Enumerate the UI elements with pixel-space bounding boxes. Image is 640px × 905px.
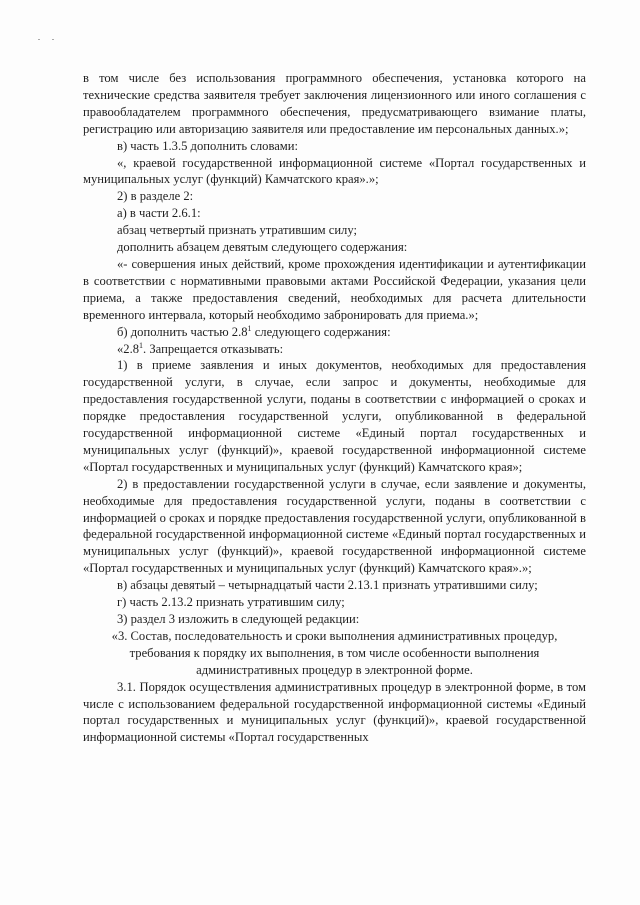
scan-speck: [52, 39, 54, 40]
paragraph: [83, 357, 586, 475]
paragraph-text: в) абзацы девятый – четырнадцатый части 2.13.1 признать утратившими силу;: [117, 578, 538, 593]
paragraph-text: а) в части 2.6.1:: [117, 206, 201, 221]
paragraph: [83, 577, 586, 594]
paragraph-text: 1) в приеме заявления и иных документов, необходимых для предоставления государственной услуги, в случае, если запрос и документы, необходимые для предоставления государственной услуги, поданы в соответствии с информацией о сроках и порядке предоставления государственной услуги, опубликованной в федеральной государственной информационной системе «Единый портал государственных и муниципальных услуг (функций)», краевой государственной информационной системе «Портал государственных и муниципальных услуг (функций) Камчатского края»;: [83, 358, 586, 474]
paragraph: [83, 222, 586, 239]
paragraph-text: 2) в разделе 2:: [117, 189, 194, 204]
paragraph: [83, 679, 586, 747]
paragraph: [83, 324, 586, 341]
paragraph: [83, 239, 586, 256]
paragraph-text: «- совершения иных действий, кроме прохождения идентификации и аутентификации в соответствии с нормативными правовыми актами Российской Федерации, указания цели приема, а также предоставления сведений, необходимых для расчета длительности временного интервала, который необходимо забронировать для приема.»;: [83, 256, 586, 322]
paragraph: [83, 594, 586, 611]
paragraph: [83, 476, 586, 577]
paragraph: [83, 611, 586, 628]
paragraph: [83, 628, 586, 679]
paragraph-text: «, краевой государственной информационной системе «Портал государственных и муниципальных услуг (функций) Камчатского края».»;: [83, 155, 586, 187]
paragraph-text: абзац четвертый признать утратившим силу;: [117, 223, 357, 238]
superscript: 1: [247, 323, 252, 333]
paragraph-text: в) часть 1.3.5 дополнить словами:: [117, 138, 299, 153]
paragraph: [83, 138, 586, 155]
paragraph-text-continued: . Запрещается отказывать:: [143, 341, 284, 356]
document-body: [83, 70, 586, 746]
paragraph-text: б) дополнить частью 2.8: [117, 324, 248, 339]
paragraph-text: в том числе без использования программного обеспечения, установка которого на технические средства заявителя требует заключения лицензионного или иного соглашения с правообладателем программного обеспечения, предусматривающего взимание платы, регистрацию или авторизацию заявителя или предоставление им персональных данных.»;: [83, 71, 586, 136]
paragraph-text: г) часть 2.13.2 признать утратившим силу;: [117, 595, 345, 610]
superscript: 1: [139, 340, 144, 350]
paragraph: [83, 341, 586, 358]
paragraph-text: 2) в предоставлении государственной услуги в случае, если заявление и документы, необходимые для предоставления государственной услуги, поданы в соответствии с информацией о сроках и порядке предоставления государственной услуги, опубликованной в федеральной государственной информационной системе «Единый портал государственных и муниципальных услуг (функций)», краевой государственной информационной системе «Портал государственных и муниципальных услуг (функций) Камчатского края».»;: [83, 476, 586, 576]
paragraph: [83, 188, 586, 205]
paragraph-text: дополнить абзацем девятым следующего содержания:: [117, 240, 408, 255]
paragraph: [83, 256, 586, 324]
paragraph: [83, 155, 586, 189]
paragraph-text: «3. Состав, последовательность и сроки выполнения административных процедур, требования к порядку их выполнения, в том числе особенности выполнения административных процедур в электронной форме.: [111, 628, 558, 677]
paragraph-text: 3.1. Порядок осуществления административных процедур в электронной форме, в том числе с использованием федеральной государственной информационной системы «Единый портал государственных и муниципальных услуг (функций)», краевой государственной информационной системы «Портал государственных: [83, 679, 586, 745]
paragraph: [83, 205, 586, 222]
scan-speck: [38, 39, 40, 40]
paragraph: [83, 70, 586, 138]
paragraph-text: «2.8: [117, 341, 140, 356]
paragraph-text: 3) раздел 3 изложить в следующей редакции:: [117, 612, 360, 626]
paragraph-text-continued: следующего содержания:: [251, 324, 391, 339]
